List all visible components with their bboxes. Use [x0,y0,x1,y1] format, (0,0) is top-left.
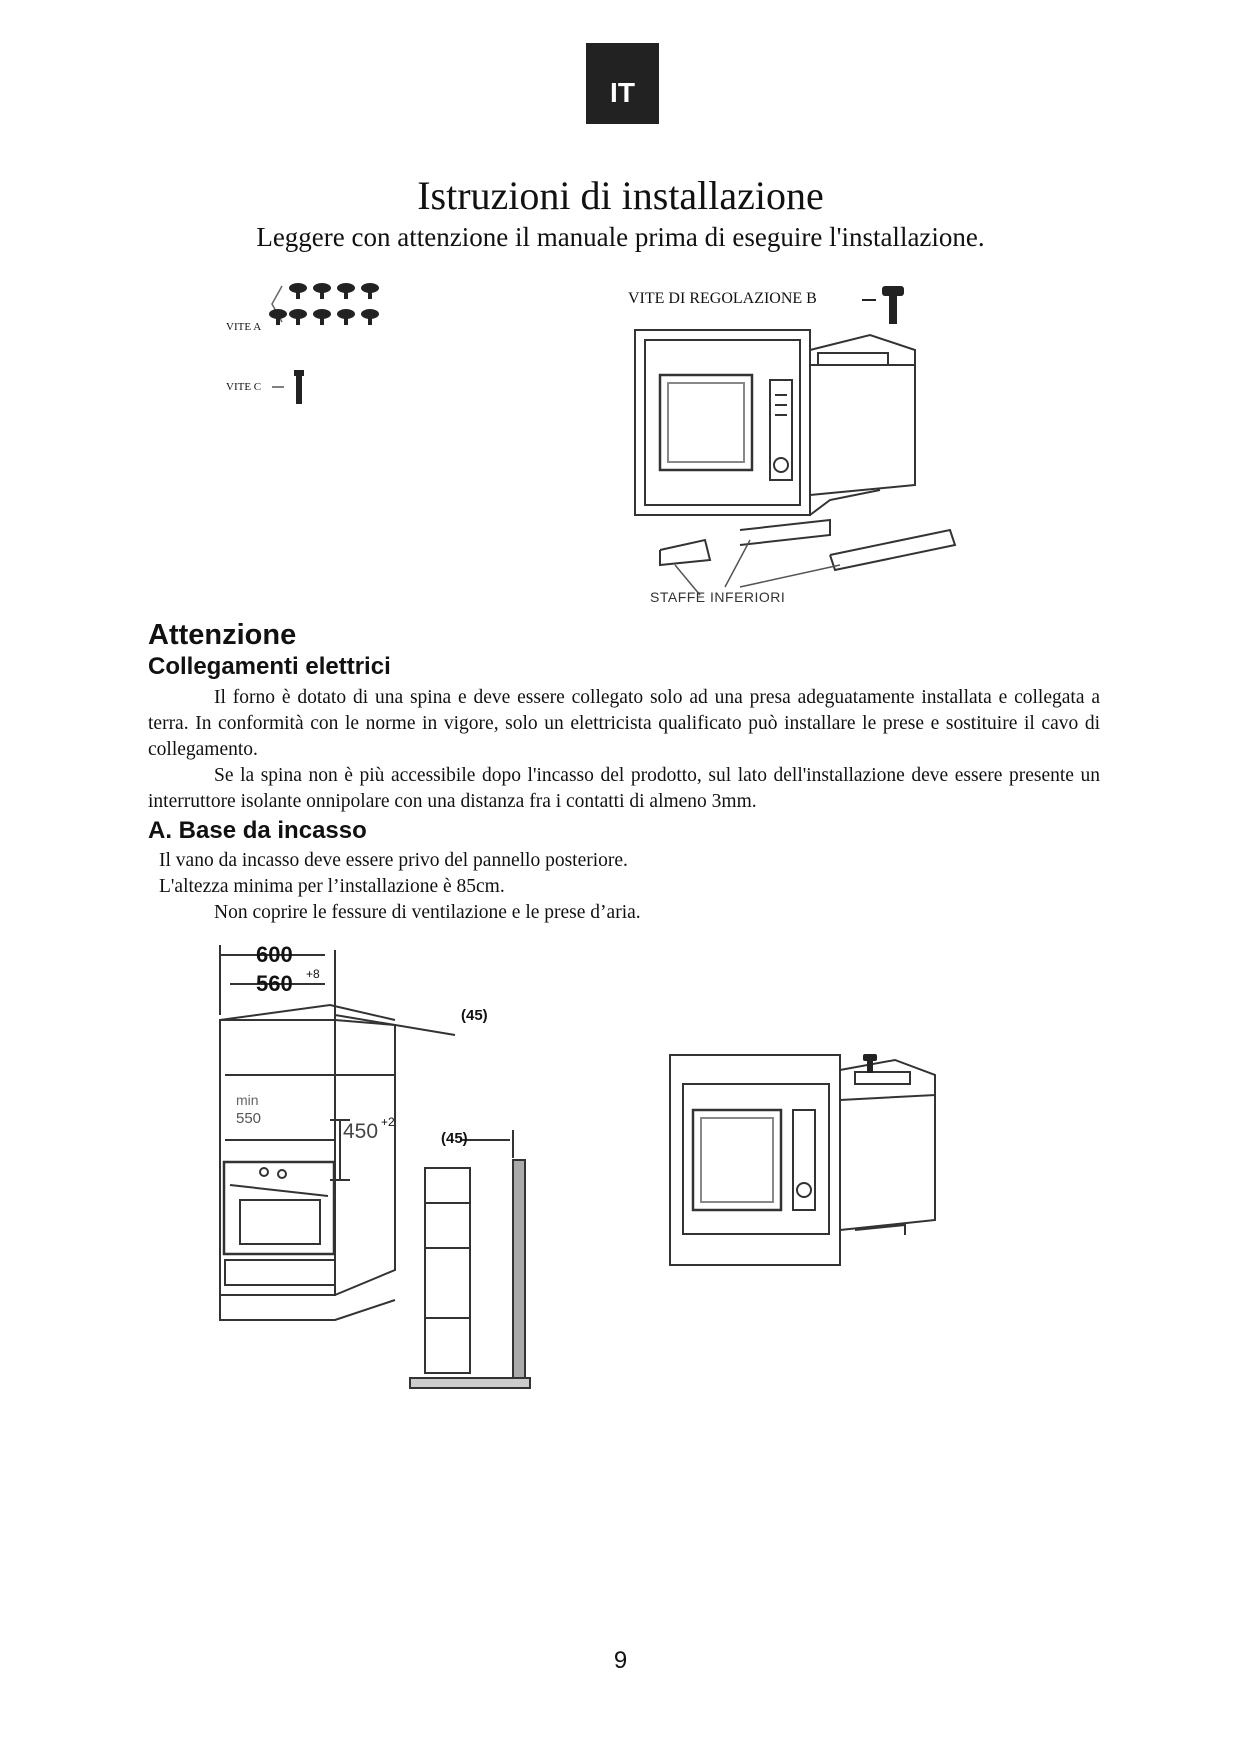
opening-height-value: 450 [343,1120,379,1143]
width-inner-tolerance: +8 [306,967,320,981]
page-number: 9 [613,1647,628,1674]
side-section-diagram [410,1128,540,1398]
base-heading: A. Base da incasso [148,817,367,844]
page-title: Istruzioni di installazione [417,173,824,218]
depth-side-value: (45) [441,1130,468,1147]
language-badge: IT [586,43,659,124]
electrical-connections-heading: Collegamenti elettrici [148,653,391,680]
electrical-paragraph-1: Il forno è dotato di una spina e deve essere collegato solo ad una presa adeguatamente installata e collegata a terra. In conformità con le norme in vigore, solo un elettricista qualificato può installare le prese e sostituire il cavo di collegamento. [148,687,1100,760]
screw-a-label: VITE A [226,321,262,333]
width-outer-value: 600 [256,942,293,967]
adjusting-screw-b-icon [862,282,912,328]
page-subtitle: Leggere con attenzione il manuale prima di eseguire l'installazione. [256,222,985,252]
min-height-value: 550 [236,1110,262,1127]
screw-c-icon [272,368,312,408]
screw-b-label: VITE DI REGOLAZIONE B [628,290,817,307]
opening-tolerance: +2 [381,1115,395,1129]
min-label: min [236,1092,259,1108]
width-inner-value: 560 [256,971,293,996]
depth-top-value: (45) [461,1007,488,1024]
electrical-paragraph-2: Se la spina non è più accessibile dopo l'incasso del prodotto, sul lato dell'installazione deve essere presente un interruttore isolante onnipolare con una distanza fra i contatti di almeno 3mm. [148,765,1100,812]
attention-heading: Attenzione [148,619,297,651]
base-line-1: Il vano da incasso deve essere privo del pannello posteriore. [159,850,628,871]
microwave-installed-illustration [665,1050,945,1280]
base-line-2: L'altezza minima per l’installazione è 85cm. [159,876,505,897]
lower-brackets-label: STAFFE INFERIORI [650,589,786,605]
microwave-brackets-illustration [630,325,960,580]
base-line-3: Non coprire le fessure di ventilazione e le prese d’aria. [214,902,641,923]
screw-c-label: VITE C [226,381,262,393]
screw-a-icon [270,278,410,338]
